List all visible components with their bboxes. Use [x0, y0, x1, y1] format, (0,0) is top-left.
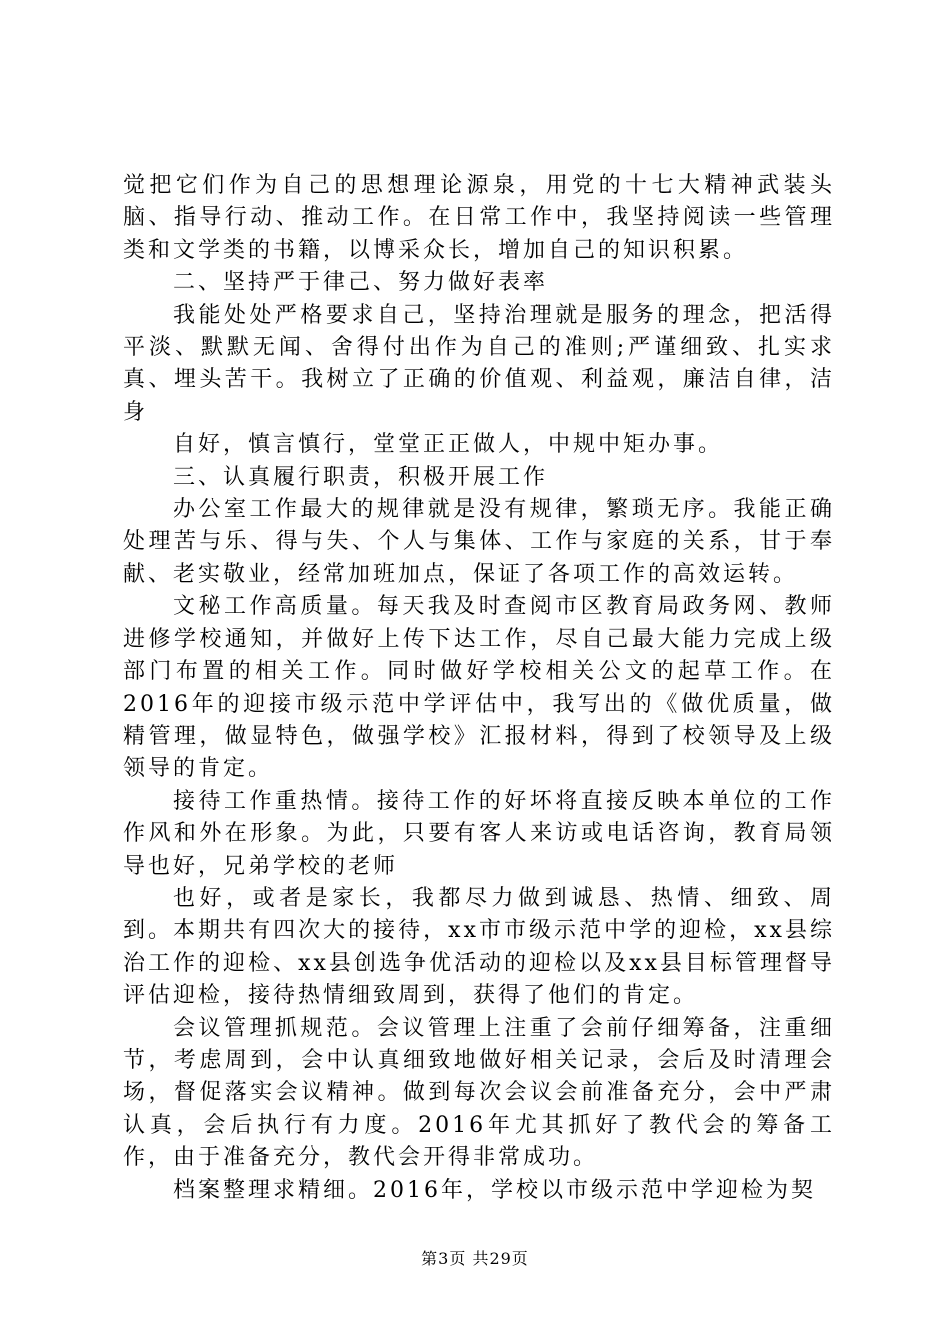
- paragraph: 自好，慎言慎行，堂堂正正做人，中规中矩办事。: [173, 432, 724, 458]
- paragraph: 我能处处严格要求自己，坚持治理就是服务的理念，把活得平淡、默默无闻、舍得付出作为自己的准则;严谨细致、扎实求真、埋头苦干。我树立了正确的价值观、利益观，廉洁自律，洁身: [123, 302, 835, 425]
- paragraph: 接待工作重热情。接待工作的好坏将直接反映本单位的工作作风和外在形象。为此，只要有客人来访或电话咨询，教育局领导也好，兄弟学校的老师: [123, 788, 835, 879]
- paragraph: 档案整理求精细。2016年，学校以市级示范中学迎检为契: [173, 1177, 816, 1203]
- paragraph: 文秘工作高质量。每天我及时查阅市区教育局政务网、教师进修学校通知，并做好上传下达工作，尽自己最大能力完成上级部门布置的相关工作。同时做好学校相关公文的起草工作。在2016年的迎接市级示范中学评估中，我写出的《做优质量，做精管理，做显特色，做强学校》汇报材料，得到了校领导及上级领导的肯定。: [123, 594, 835, 782]
- paragraph: 办公室工作最大的规律就是没有规律，繁琐无序。我能正确处理苦与乐、得与失、个人与集体、工作与家庭的关系，甘于奉献、老实敬业，经常加班加点，保证了各项工作的高效运转。: [123, 497, 835, 587]
- section-heading: 三、认真履行职责，积极开展工作: [173, 464, 549, 490]
- body-text: [123, 170, 835, 1207]
- page-footer: 第3页 共29页: [421, 1249, 529, 1268]
- paragraph: 会议管理抓规范。会议管理上注重了会前仔细筹备，注重细节，考虑周到，会中认真细致地做好相关记录，会后及时清理会场，督促落实会议精神。做到每次会议会前准备充分，会中严肃认真，会后执行有力度。2016年尤其抓好了教代会的筹备工作，由于准备充分，教代会开得非常成功。: [123, 1015, 835, 1171]
- paragraph: 也好，或者是家长，我都尽力做到诚恳、热情、细致、周到。本期共有四次大的接待，xx市市级示范中学的迎检，xx县综治工作的迎检、xx县创选争优活动的迎检以及xx县目标管理督导评估迎检，接待热情细致周到，获得了他们的肯定。: [123, 885, 835, 1009]
- section-heading: 二、坚持严于律己、努力做好表率: [173, 270, 549, 296]
- paragraph: 觉把它们作为自己的思想理论源泉，用党的十七大精神武装头脑、指导行动、推动工作。在日常工作中，我坚持阅读一些管理类和文学类的书籍，以博采众长，增加自己的知识积累。: [123, 173, 835, 263]
